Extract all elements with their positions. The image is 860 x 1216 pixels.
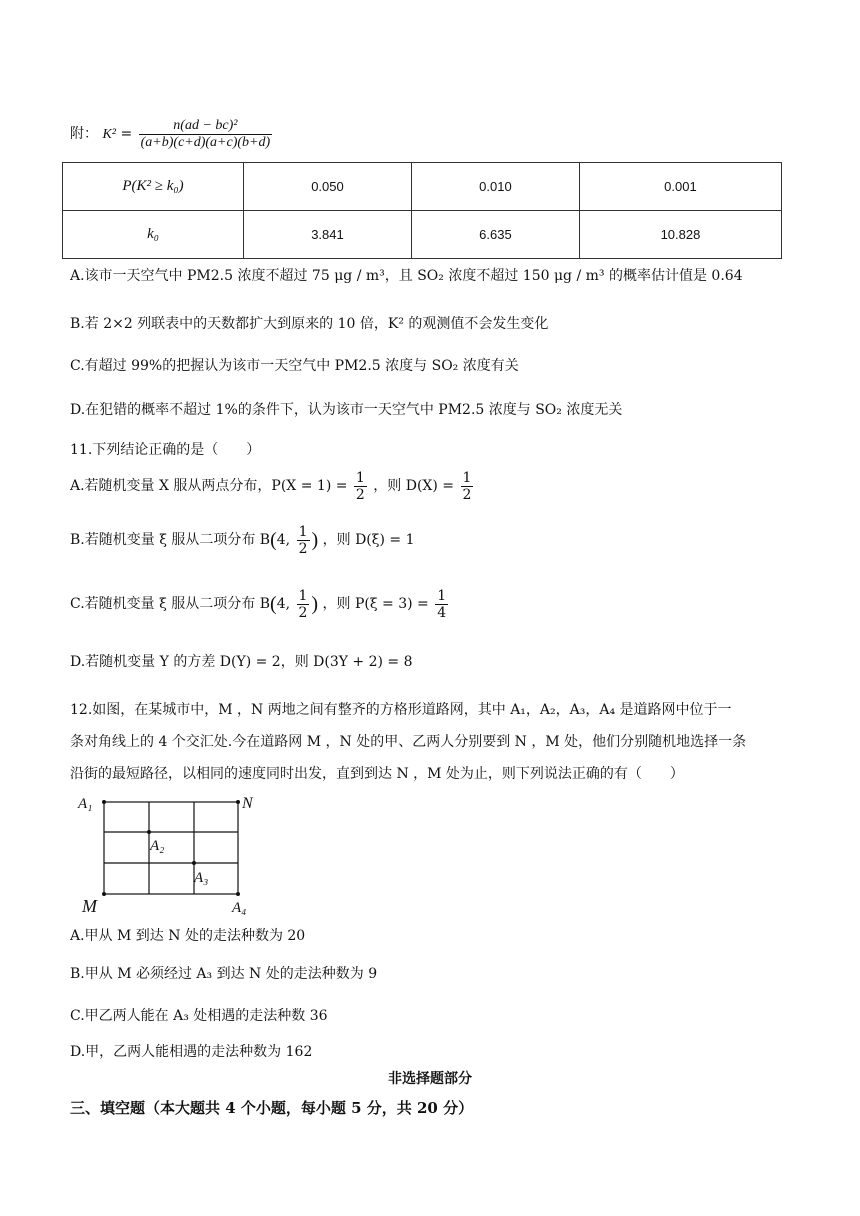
q10-option-d: D.在犯错的概率不超过 1%的条件下，认为该市一天空气中 PM2.5 浓度与 SO₂ 浓度无关 bbox=[70, 402, 623, 418]
fraction-numerator: 1 bbox=[437, 587, 447, 604]
point-n bbox=[236, 800, 240, 804]
point-a2 bbox=[147, 830, 151, 834]
q11-c-text: C.若随机变量 ξ 服从二项分布 B bbox=[70, 596, 271, 612]
part3-heading: 三、填空题（本大题共 4 个小题，每小题 5 分，共 20 分） bbox=[70, 1099, 474, 1117]
table-cell: 0.010 bbox=[411, 163, 579, 211]
street-grid-figure bbox=[72, 792, 272, 920]
q11-b-args: 4, bbox=[276, 532, 291, 548]
table-cell: 6.635 bbox=[411, 211, 579, 259]
section-title: 非选择题部分 bbox=[388, 1071, 472, 1087]
q11-stem: 11.下列结论正确的是（ ） bbox=[70, 442, 261, 458]
q12-stem-line3: 沿街的最短路径，以相同的速度同时出发，直到到达 N ，M 处为止，则下列说法正确的有（ ） bbox=[70, 766, 684, 782]
q11-b-tail: ，则 D(ξ) = 1 bbox=[322, 532, 415, 548]
q10-option-c: C.有超过 99%的把握认为该市一天空气中 PM2.5 浓度与 SO₂ 浓度有关 bbox=[70, 358, 519, 374]
table-cell: 0.001 bbox=[579, 163, 781, 211]
q11-b-text: B.若随机变量 ξ 服从二项分布 B bbox=[70, 532, 271, 548]
formula-denominator: (a+b)(c+d)(a+c)(b+d) bbox=[140, 134, 271, 150]
formula-numerator: n(ad − bc)² bbox=[139, 118, 273, 135]
point-a1 bbox=[102, 800, 106, 804]
critical-value-table bbox=[62, 162, 782, 259]
paren-close: ) bbox=[311, 593, 319, 615]
fraction-half bbox=[461, 470, 474, 503]
equals-sign: = bbox=[120, 126, 133, 142]
label-a4: A₄ bbox=[232, 900, 247, 916]
label-a3: A₃ bbox=[194, 870, 209, 886]
fraction-quarter bbox=[435, 588, 448, 621]
fraction-half bbox=[354, 470, 367, 503]
label-a1: A₁ bbox=[78, 796, 93, 812]
paren-open: ( bbox=[270, 529, 277, 551]
q11-c-tail: ，则 P(ξ = 3) = bbox=[322, 596, 429, 612]
q11-option-d: D.若随机变量 Y 的方差 D(Y) = 2，则 D(3Y + 2) = 8 bbox=[70, 654, 413, 670]
fraction-denominator: 2 bbox=[298, 604, 308, 621]
q11-c-args: 4, bbox=[276, 596, 291, 612]
fraction-half bbox=[297, 524, 310, 557]
fraction-numerator: 1 bbox=[298, 587, 308, 604]
q10-option-b: B.若 2×2 列联表中的天数都扩大到原来的 10 倍，K² 的观测值不会发生变化 bbox=[70, 316, 549, 332]
fraction-denominator: 2 bbox=[462, 486, 472, 503]
table-cell: 0.050 bbox=[244, 163, 412, 211]
fraction-denominator: 4 bbox=[437, 604, 447, 621]
formula-prefix: 附： bbox=[70, 126, 98, 142]
grid-border bbox=[104, 802, 238, 894]
q11-a-text: A.若随机变量 X 服从两点分布，P(X = 1) = bbox=[70, 478, 348, 494]
grid-lines bbox=[104, 802, 238, 894]
table-row-header: k₀ bbox=[63, 211, 244, 259]
table-cell: 3.841 bbox=[244, 211, 412, 259]
label-n: N bbox=[242, 795, 253, 812]
table-cell: 10.828 bbox=[579, 211, 781, 259]
formula-fraction bbox=[139, 118, 273, 151]
table-row bbox=[63, 211, 782, 259]
q12-option-c: C.甲乙两人能在 A₃ 处相遇的走法种数 36 bbox=[70, 1008, 328, 1024]
q12-stem-line1: 12.如图，在某城市中，M ，N 两地之间有整齐的方格形道路网，其中 A₁，A₂，A₃，A₄ 是道路网中位于一 bbox=[70, 702, 732, 718]
grid-points bbox=[102, 800, 240, 896]
q12-option-a: A.甲从 M 到达 N 处的走法种数为 20 bbox=[70, 928, 306, 944]
formula-lhs: K² bbox=[102, 127, 116, 142]
fraction-numerator: 1 bbox=[462, 469, 472, 486]
q11-option-a bbox=[70, 464, 475, 508]
fraction-numerator: 1 bbox=[298, 523, 308, 540]
q10-option-a: A.该市一天空气中 PM2.5 浓度不超过 75 μg / m³，且 SO₂ 浓度不超过 150 μg / m³ 的概率估计值是 0.64 bbox=[70, 268, 743, 284]
label-m: M bbox=[82, 896, 97, 916]
q11-option-c bbox=[70, 582, 450, 626]
paren-close: ) bbox=[311, 529, 319, 551]
q12-option-d: D.甲，乙两人能相遇的走法种数为 162 bbox=[70, 1044, 313, 1060]
q12-stem-line2: 条对角线上的 4 个交汇处.今在道路网 M ，N 处的甲、乙两人分别要到 N ，M 处，他们分别随机地选择一条 bbox=[70, 734, 747, 750]
fraction-half bbox=[297, 588, 310, 621]
label-a2: A₂ bbox=[150, 838, 165, 854]
formula bbox=[70, 104, 274, 164]
point-a4 bbox=[236, 892, 240, 896]
table-row-header: P(K² ≥ k₀) bbox=[63, 163, 244, 211]
paren-open: ( bbox=[270, 593, 277, 615]
q11-a-mid: ，则 D(X) = bbox=[373, 478, 455, 494]
q12-option-b: B.甲从 M 必须经过 A₃ 到达 N 处的走法种数为 9 bbox=[70, 966, 378, 982]
table-row bbox=[63, 163, 782, 211]
q11-option-b bbox=[70, 518, 414, 562]
point-m bbox=[102, 892, 106, 896]
fraction-denominator: 2 bbox=[298, 540, 308, 557]
fraction-denominator: 2 bbox=[355, 486, 365, 503]
point-a3 bbox=[192, 861, 196, 865]
fraction-numerator: 1 bbox=[355, 469, 365, 486]
